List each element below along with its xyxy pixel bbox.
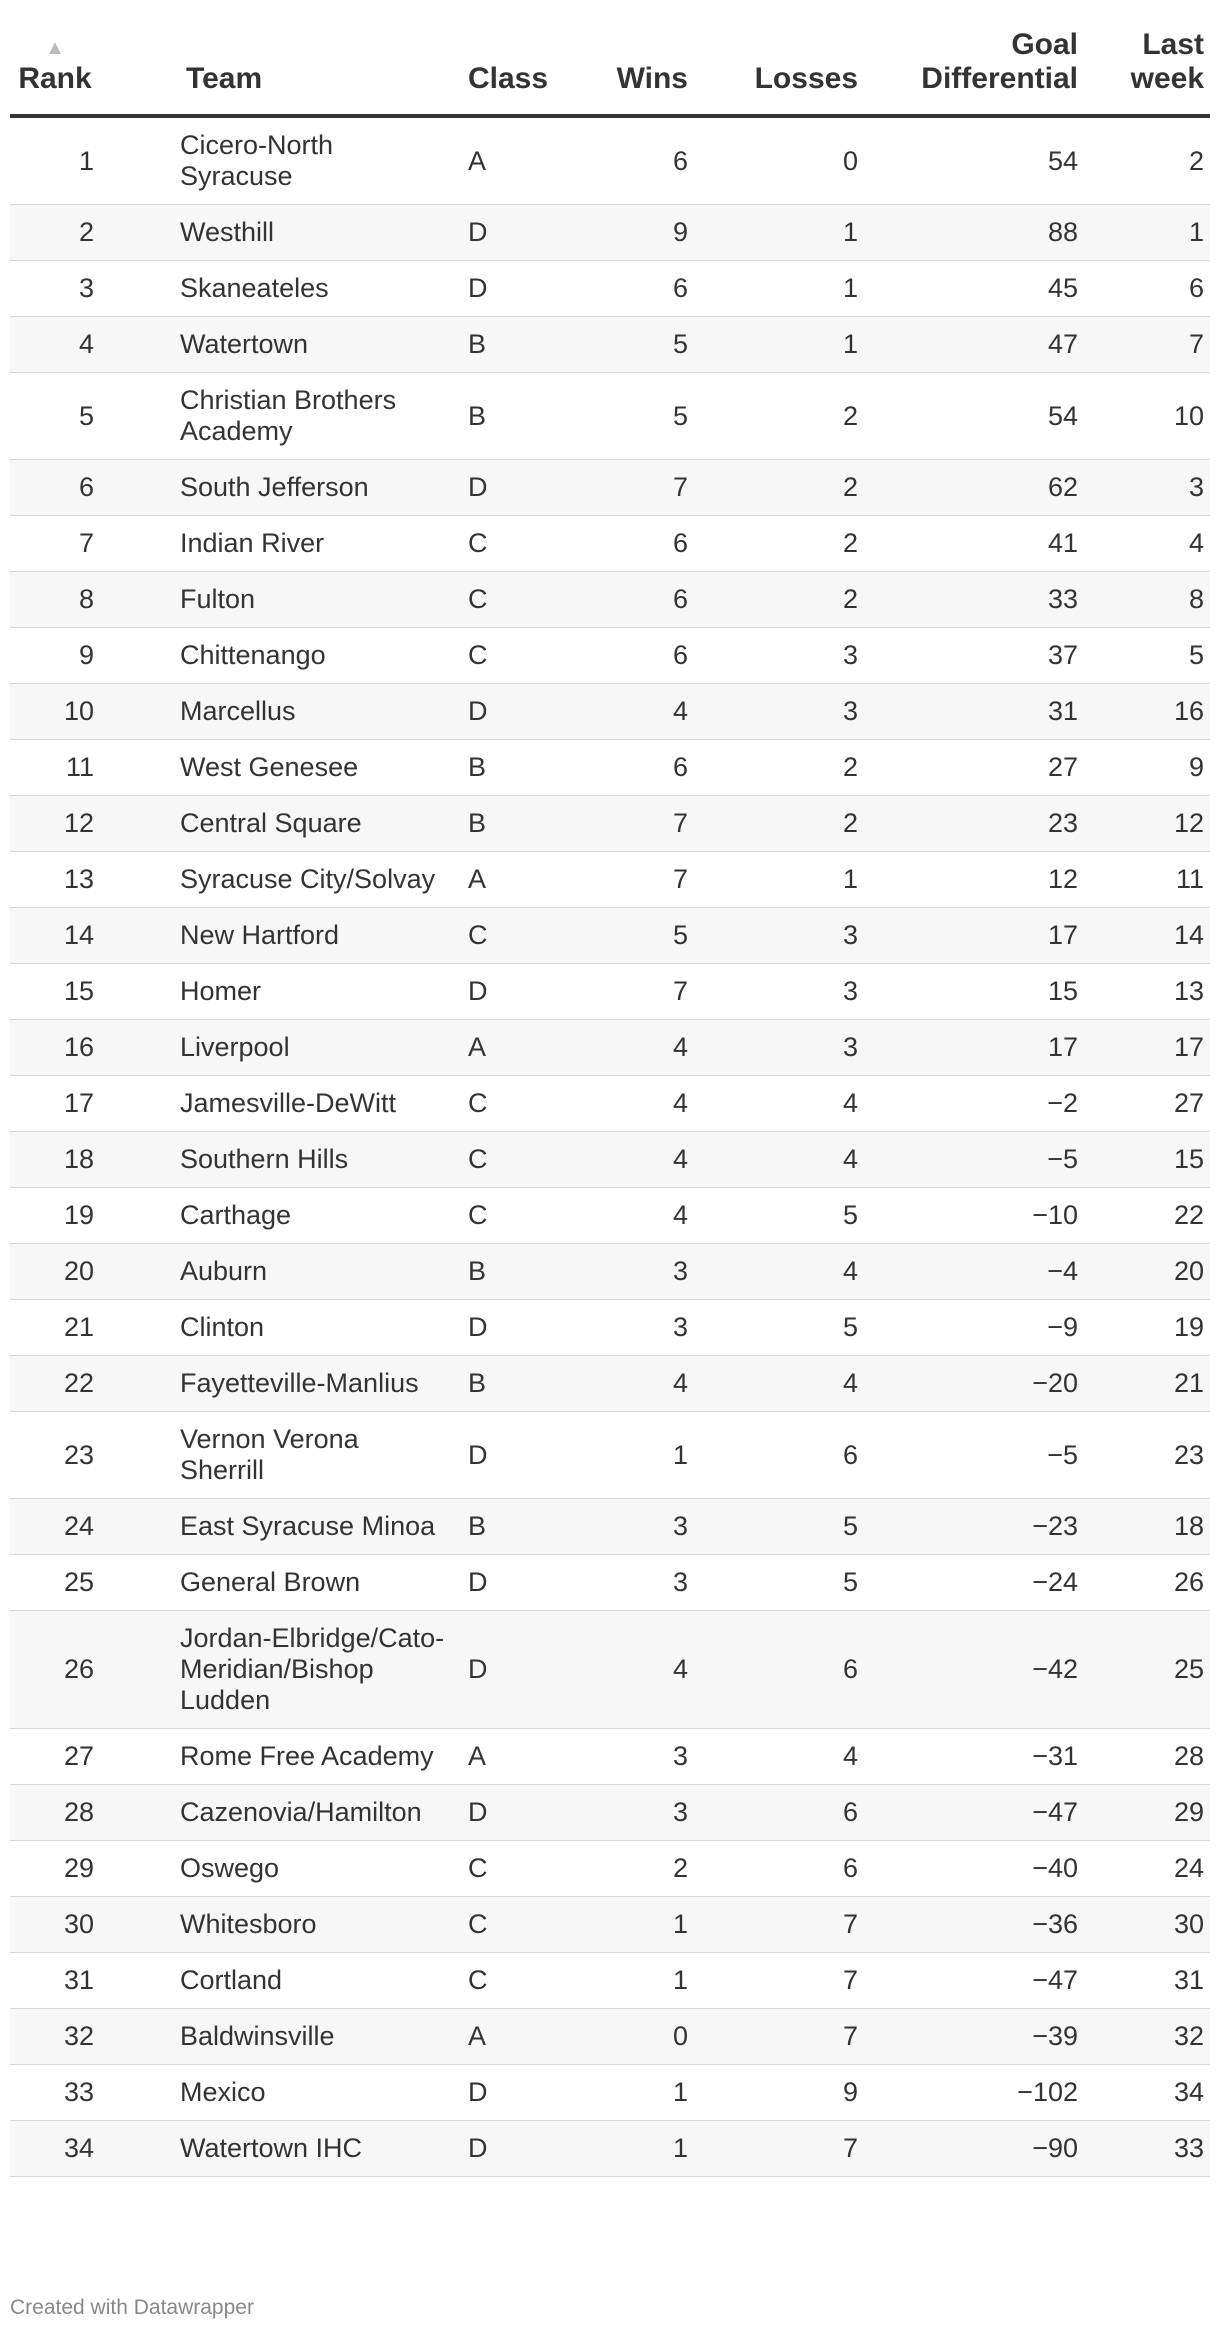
table-row [10,1897,1210,1953]
cell-team: Southern Hills [100,1132,454,1188]
table-row [10,373,1210,460]
cell-rank: 29 [10,1841,100,1897]
cell-last-week: 33 [1084,2121,1210,2177]
table-row [10,205,1210,261]
cell-goal-differential: 23 [864,796,1084,852]
cell-rank: 30 [10,1897,100,1953]
cell-losses: 4 [694,1244,864,1300]
cell-wins: 1 [564,2065,694,2121]
cell-goal-differential: −31 [864,1729,1084,1785]
header-last-week[interactable] [1084,0,1210,116]
table-row [10,1244,1210,1300]
cell-goal-differential: 54 [864,373,1084,460]
cell-class: C [454,1953,564,2009]
header-losses-label: Losses [754,62,858,95]
footer-credit: Created with Datawrapper [10,2296,254,2319]
header-goal-differential[interactable] [864,0,1084,116]
cell-team: Watertown IHC [100,2121,454,2177]
cell-class: C [454,1188,564,1244]
cell-rank: 20 [10,1244,100,1300]
cell-rank: 10 [10,684,100,740]
cell-team: Christian Brothers Academy [100,373,454,460]
cell-goal-differential: 31 [864,684,1084,740]
cell-last-week: 34 [1084,2065,1210,2121]
cell-team: South Jefferson [100,460,454,516]
cell-losses: 4 [694,1729,864,1785]
header-rank-label: Rank [18,62,92,95]
cell-wins: 6 [564,572,694,628]
cell-losses: 2 [694,740,864,796]
cell-team: Cortland [100,1953,454,2009]
cell-class: A [454,1729,564,1785]
cell-wins: 7 [564,964,694,1020]
table-row [10,740,1210,796]
cell-goal-differential: 47 [864,317,1084,373]
cell-class: C [454,572,564,628]
cell-last-week: 22 [1084,1188,1210,1244]
cell-losses: 1 [694,261,864,317]
cell-rank: 27 [10,1729,100,1785]
cell-losses: 0 [694,116,864,205]
cell-rank: 21 [10,1300,100,1356]
cell-goal-differential: −23 [864,1499,1084,1555]
cell-goal-differential: −10 [864,1188,1084,1244]
cell-team: Baldwinsville [100,2009,454,2065]
cell-last-week: 6 [1084,261,1210,317]
cell-rank: 4 [10,317,100,373]
cell-last-week: 27 [1084,1076,1210,1132]
cell-class: A [454,852,564,908]
header-class[interactable] [454,0,564,116]
cell-losses: 4 [694,1076,864,1132]
cell-losses: 5 [694,1499,864,1555]
cell-class: D [454,1300,564,1356]
cell-class: D [454,1611,564,1729]
cell-wins: 4 [564,1188,694,1244]
cell-losses: 5 [694,1300,864,1356]
cell-goal-differential: −90 [864,2121,1084,2177]
header-goal-diff-line1: Goal [1011,28,1078,61]
cell-wins: 5 [564,373,694,460]
cell-wins: 6 [564,116,694,205]
cell-team: Jamesville-DeWitt [100,1076,454,1132]
cell-team: Fulton [100,572,454,628]
table-row [10,1020,1210,1076]
header-goal-diff-line2: Differential [921,62,1078,95]
cell-team: Westhill [100,205,454,261]
cell-wins: 5 [564,908,694,964]
cell-rank: 24 [10,1499,100,1555]
cell-wins: 4 [564,684,694,740]
cell-last-week: 16 [1084,684,1210,740]
cell-rank: 19 [10,1188,100,1244]
table-row [10,2009,1210,2065]
cell-losses: 7 [694,1897,864,1953]
cell-rank: 13 [10,852,100,908]
cell-goal-differential: −20 [864,1356,1084,1412]
cell-rank: 11 [10,740,100,796]
cell-losses: 2 [694,460,864,516]
cell-last-week: 17 [1084,1020,1210,1076]
cell-losses: 2 [694,796,864,852]
cell-losses: 2 [694,516,864,572]
cell-wins: 6 [564,516,694,572]
cell-goal-differential: −102 [864,2065,1084,2121]
cell-wins: 3 [564,1729,694,1785]
cell-class: D [454,2065,564,2121]
cell-goal-differential: −42 [864,1611,1084,1729]
header-row [10,0,1210,116]
header-losses[interactable] [694,0,864,116]
cell-class: C [454,1132,564,1188]
table-row [10,1841,1210,1897]
cell-class: A [454,2009,564,2065]
cell-class: C [454,908,564,964]
cell-team: Watertown [100,317,454,373]
table-row [10,261,1210,317]
cell-team: Chittenango [100,628,454,684]
cell-losses: 3 [694,1020,864,1076]
cell-last-week: 30 [1084,1897,1210,1953]
table-row [10,1300,1210,1356]
cell-team: Rome Free Academy [100,1729,454,1785]
table-row [10,1132,1210,1188]
table-body [10,116,1210,2177]
cell-rank: 12 [10,796,100,852]
cell-losses: 5 [694,1188,864,1244]
table-row [10,628,1210,684]
cell-goal-differential: −39 [864,2009,1084,2065]
table-row [10,908,1210,964]
table-row [10,1499,1210,1555]
cell-losses: 7 [694,1953,864,2009]
cell-losses: 2 [694,373,864,460]
cell-team: Central Square [100,796,454,852]
cell-class: D [454,261,564,317]
cell-class: B [454,740,564,796]
cell-last-week: 5 [1084,628,1210,684]
cell-rank: 32 [10,2009,100,2065]
cell-team: Jordan-Elbridge/Cato-Meridian/Bishop Ludden [100,1611,454,1729]
cell-class: C [454,516,564,572]
cell-rank: 9 [10,628,100,684]
cell-class: D [454,1785,564,1841]
cell-class: C [454,1841,564,1897]
cell-team: Carthage [100,1188,454,1244]
cell-goal-differential: −5 [864,1132,1084,1188]
cell-losses: 6 [694,1841,864,1897]
cell-wins: 2 [564,1841,694,1897]
cell-goal-differential: 12 [864,852,1084,908]
table-row [10,1953,1210,2009]
cell-goal-differential: 27 [864,740,1084,796]
cell-class: D [454,2121,564,2177]
cell-class: A [454,1020,564,1076]
cell-last-week: 7 [1084,317,1210,373]
cell-wins: 6 [564,261,694,317]
cell-wins: 3 [564,1555,694,1611]
cell-team: Marcellus [100,684,454,740]
cell-last-week: 28 [1084,1729,1210,1785]
cell-last-week: 3 [1084,460,1210,516]
cell-team: Fayetteville-Manlius [100,1356,454,1412]
cell-class: B [454,373,564,460]
table-row [10,684,1210,740]
cell-last-week: 23 [1084,1412,1210,1499]
cell-wins: 4 [564,1611,694,1729]
cell-class: B [454,1499,564,1555]
cell-class: B [454,796,564,852]
cell-goal-differential: −47 [864,1953,1084,2009]
cell-losses: 1 [694,852,864,908]
cell-last-week: 2 [1084,116,1210,205]
cell-losses: 3 [694,964,864,1020]
cell-team: Clinton [100,1300,454,1356]
cell-class: D [454,964,564,1020]
cell-rank: 2 [10,205,100,261]
cell-wins: 7 [564,796,694,852]
cell-rank: 34 [10,2121,100,2177]
cell-class: D [454,1412,564,1499]
header-wins[interactable] [564,0,694,116]
table-row [10,1729,1210,1785]
cell-losses: 4 [694,1132,864,1188]
triangle-up-icon: ▲ [45,37,65,59]
cell-team: Syracuse City/Solvay [100,852,454,908]
cell-team: Cicero-North Syracuse [100,116,454,205]
cell-goal-differential: −5 [864,1412,1084,1499]
header-wins-label: Wins [616,62,688,95]
cell-wins: 4 [564,1076,694,1132]
cell-wins: 7 [564,460,694,516]
cell-team: Liverpool [100,1020,454,1076]
cell-wins: 4 [564,1132,694,1188]
cell-class: D [454,205,564,261]
table-row [10,1412,1210,1499]
cell-team: Whitesboro [100,1897,454,1953]
cell-last-week: 14 [1084,908,1210,964]
cell-losses: 4 [694,1356,864,1412]
cell-last-week: 19 [1084,1300,1210,1356]
cell-last-week: 26 [1084,1555,1210,1611]
cell-losses: 3 [694,908,864,964]
header-class-label: Class [468,62,549,95]
cell-class: B [454,317,564,373]
cell-wins: 3 [564,1244,694,1300]
cell-last-week: 1 [1084,205,1210,261]
cell-last-week: 25 [1084,1611,1210,1729]
cell-goal-differential: 17 [864,908,1084,964]
cell-team: East Syracuse Minoa [100,1499,454,1555]
cell-goal-differential: −47 [864,1785,1084,1841]
table-row [10,1076,1210,1132]
cell-class: D [454,684,564,740]
table-row [10,317,1210,373]
cell-rank: 6 [10,460,100,516]
cell-wins: 1 [564,1953,694,2009]
cell-losses: 1 [694,205,864,261]
cell-wins: 7 [564,852,694,908]
cell-team: Auburn [100,1244,454,1300]
cell-class: A [454,116,564,205]
cell-rank: 18 [10,1132,100,1188]
cell-last-week: 32 [1084,2009,1210,2065]
cell-losses: 7 [694,2121,864,2177]
cell-goal-differential: 41 [864,516,1084,572]
cell-team: New Hartford [100,908,454,964]
cell-last-week: 15 [1084,1132,1210,1188]
table-row [10,1611,1210,1729]
cell-team: General Brown [100,1555,454,1611]
table-row [10,516,1210,572]
cell-team: Oswego [100,1841,454,1897]
cell-wins: 1 [564,2121,694,2177]
cell-last-week: 8 [1084,572,1210,628]
cell-rank: 31 [10,1953,100,2009]
cell-wins: 5 [564,317,694,373]
cell-losses: 1 [694,317,864,373]
cell-losses: 6 [694,1785,864,1841]
cell-wins: 4 [564,1020,694,1076]
cell-wins: 1 [564,1412,694,1499]
cell-rank: 25 [10,1555,100,1611]
cell-class: D [454,1555,564,1611]
cell-wins: 3 [564,1499,694,1555]
cell-class: C [454,1897,564,1953]
cell-goal-differential: 33 [864,572,1084,628]
cell-losses: 2 [694,572,864,628]
cell-class: C [454,628,564,684]
cell-losses: 3 [694,628,864,684]
cell-wins: 0 [564,2009,694,2065]
cell-goal-differential: −2 [864,1076,1084,1132]
cell-goal-differential: 37 [864,628,1084,684]
cell-team: Vernon Verona Sherrill [100,1412,454,1499]
header-rank[interactable] [10,0,100,116]
table-header [10,0,1210,116]
cell-rank: 1 [10,116,100,205]
cell-team: Cazenovia/Hamilton [100,1785,454,1841]
header-team[interactable] [100,0,454,116]
header-team-label: Team [186,62,263,95]
cell-losses: 6 [694,1611,864,1729]
cell-losses: 3 [694,684,864,740]
table-row [10,1555,1210,1611]
cell-last-week: 13 [1084,964,1210,1020]
cell-rank: 14 [10,908,100,964]
cell-class: B [454,1356,564,1412]
cell-goal-differential: −4 [864,1244,1084,1300]
cell-goal-differential: 62 [864,460,1084,516]
cell-team: Homer [100,964,454,1020]
cell-wins: 6 [564,628,694,684]
cell-goal-differential: −24 [864,1555,1084,1611]
table-row [10,572,1210,628]
cell-team: West Genesee [100,740,454,796]
cell-last-week: 18 [1084,1499,1210,1555]
cell-goal-differential: 88 [864,205,1084,261]
cell-rank: 15 [10,964,100,1020]
cell-last-week: 20 [1084,1244,1210,1300]
cell-goal-differential: −36 [864,1897,1084,1953]
table-row [10,1356,1210,1412]
cell-rank: 8 [10,572,100,628]
cell-losses: 5 [694,1555,864,1611]
cell-last-week: 9 [1084,740,1210,796]
cell-last-week: 12 [1084,796,1210,852]
cell-wins: 3 [564,1300,694,1356]
cell-team: Indian River [100,516,454,572]
cell-last-week: 10 [1084,373,1210,460]
table-row [10,116,1210,205]
cell-last-week: 4 [1084,516,1210,572]
cell-wins: 6 [564,740,694,796]
cell-losses: 7 [694,2009,864,2065]
cell-rank: 7 [10,516,100,572]
table-row [10,2121,1210,2177]
header-last-week-line2: week [1130,62,1204,95]
table-row [10,852,1210,908]
rankings-table-container [10,0,1210,2177]
cell-rank: 33 [10,2065,100,2121]
cell-goal-differential: 17 [864,1020,1084,1076]
table-row [10,460,1210,516]
cell-class: C [454,1076,564,1132]
header-last-week-line1: Last [1142,28,1204,61]
cell-last-week: 29 [1084,1785,1210,1841]
cell-rank: 28 [10,1785,100,1841]
cell-last-week: 31 [1084,1953,1210,2009]
cell-rank: 17 [10,1076,100,1132]
cell-last-week: 21 [1084,1356,1210,1412]
cell-goal-differential: 54 [864,116,1084,205]
cell-wins: 1 [564,1897,694,1953]
table-row [10,1785,1210,1841]
cell-losses: 9 [694,2065,864,2121]
cell-last-week: 11 [1084,852,1210,908]
cell-class: B [454,1244,564,1300]
cell-team: Skaneateles [100,261,454,317]
cell-team: Mexico [100,2065,454,2121]
cell-goal-differential: −40 [864,1841,1084,1897]
table-row [10,1188,1210,1244]
cell-rank: 22 [10,1356,100,1412]
table-row [10,796,1210,852]
cell-rank: 16 [10,1020,100,1076]
cell-rank: 5 [10,373,100,460]
cell-class: D [454,460,564,516]
cell-losses: 6 [694,1412,864,1499]
cell-goal-differential: 15 [864,964,1084,1020]
cell-last-week: 24 [1084,1841,1210,1897]
rankings-table [10,0,1210,2177]
cell-goal-differential: −9 [864,1300,1084,1356]
cell-wins: 4 [564,1356,694,1412]
table-row [10,2065,1210,2121]
cell-rank: 3 [10,261,100,317]
cell-wins: 3 [564,1785,694,1841]
cell-wins: 9 [564,205,694,261]
cell-rank: 23 [10,1412,100,1499]
cell-goal-differential: 45 [864,261,1084,317]
cell-rank: 26 [10,1611,100,1729]
table-row [10,964,1210,1020]
